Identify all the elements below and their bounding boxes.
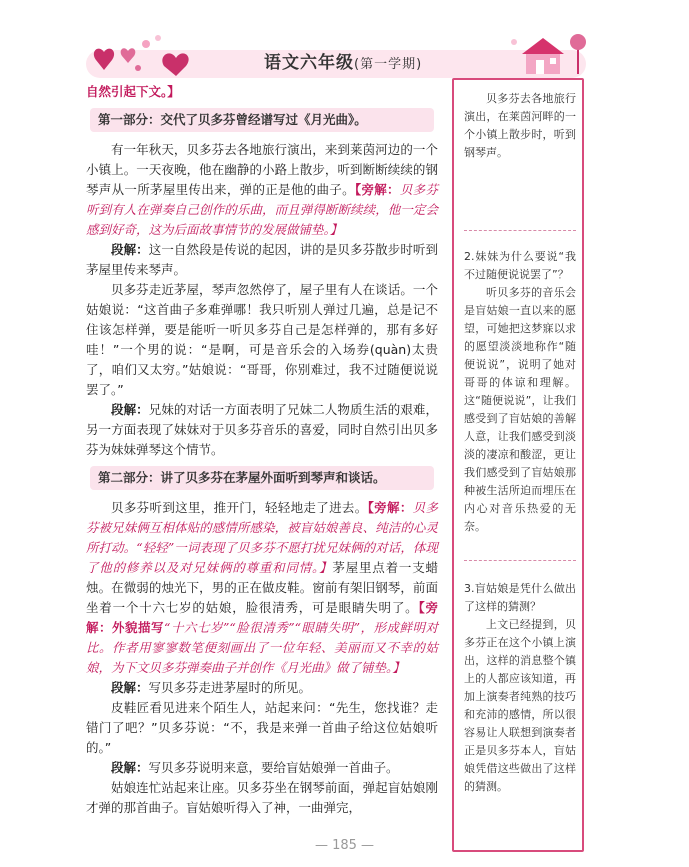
paragraph-3: [86, 498, 438, 678]
paragraph-5: 姑娘连忙站起来让座。贝多芬坐在钢琴前面，弹起盲姑娘刚才弹的那首曲子。盲姑娘听得入了神，一曲弹完，: [86, 780, 438, 815]
page-number: — 185 —: [314, 838, 375, 853]
summary-label: 段解：: [111, 760, 149, 775]
section-heading-1: 第一部分：交代了贝多芬曾经谱写过《月光曲》。: [90, 108, 434, 132]
sidebar-question-2-text: 2.妹妹为什么要说“我不过随便说说罢了”？: [464, 250, 576, 281]
paragraph-3-text-b: 茅屋里点着一支蜡烛。在微弱的烛光下，男的正在做皮鞋。窗前有架旧钢琴，前面坐着一个十六七岁的姑娘，脸很清秀，可是眼睛失明了。: [86, 560, 438, 615]
paragraph-3-note-b-label: 【旁解：外貌描写: [86, 600, 438, 635]
paragraph-3-note-a: 贝多芬被兄妹俩互相体贴的感情所感染，被盲姑娘善良、纯洁的心灵所打动。“轻轻”一词表现了贝多芬不愿打扰兄妹俩的对话，体现了他的修养以及对兄妹俩的尊重和同情。】: [86, 500, 438, 575]
section-heading-2: 第二部分：讲了贝多芬在茅屋外面听到琴声和谈话。: [90, 466, 434, 490]
summary-text: 写贝多芬走进茅屋时的所见。: [148, 680, 312, 695]
sidebar-answer-1-text: 贝多芬去各地旅行演出，在莱茵河畔的一个小镇上散步时，听到钢琴声。: [464, 92, 576, 159]
summary-label: 段解：: [111, 680, 149, 695]
paragraph-1-note-label: 【旁解：: [354, 182, 400, 197]
sidebar-divider: [464, 560, 576, 561]
sidebar-answer-2-text: 听贝多芬的音乐会是盲姑娘一直以来的愿望，可她把这梦寐以求的愿望淡淡地称作“随便说说”，说明了她对哥哥的体谅和理解。这“随便说说”，让我们感受到了盲姑娘的善解人意，让我们感受到淡淡的凄凉和酸涩，更让我们感受到了盲姑娘那种被生活所迫而埋压在内心对音乐热爱的无奈。: [464, 286, 576, 533]
paragraph-3-note-a-label: 【旁解：: [367, 500, 413, 515]
summary-text: 写贝多芬说明来意，要给盲姑娘弹一首曲子。: [148, 760, 399, 775]
summary-label: 段解：: [111, 402, 149, 417]
summary-text: 这一自然段是传说的起因，讲的是贝多芬散步时听到茅屋里传来琴声。: [86, 242, 438, 277]
sidebar-notes: [452, 78, 584, 852]
paragraph-3-note-b: “十六七岁”“脸很清秀”“眼睛失明”，形成鲜明对比。作者用寥寥数笔便刻画出了一位年轻、美丽而又不幸的姑娘，为下文贝多芬弹奏曲子并创作《月光曲》做了铺垫。】: [86, 620, 438, 675]
main-column: [86, 82, 438, 818]
sidebar-question-2: [464, 248, 576, 536]
page-header-title: 语文六年级(第一学期): [264, 53, 423, 73]
paragraph-1-summary: [86, 240, 438, 280]
intro-note: 自然引起下文。】: [86, 84, 180, 99]
house-tree-decoration-icon: [506, 30, 596, 78]
header-banner: [86, 30, 586, 78]
heart-flower-decoration-icon: [86, 30, 206, 78]
sidebar-answer-1: [464, 90, 576, 162]
sidebar-question-3: [464, 580, 576, 796]
paragraph-4-summary: [86, 758, 438, 778]
paragraph-4: 皮鞋匠看见进来个陌生人，站起来问：“先生，您找谁？走错门了吧？”贝多芬说：“不，我是来弹一首曲子给这位姑娘听的。”: [86, 700, 438, 755]
paragraph-3-text-a: 贝多芬听到这里，推开门，轻轻地走了进去。: [111, 500, 368, 515]
summary-label: 段解：: [111, 242, 149, 257]
paragraph-1-note: 贝多芬听到有人在弹奏自己创作的乐曲，而且弹得断断续续，他一定会感到好奇，这为后面故事情节的发展做铺垫。】: [86, 182, 438, 237]
sidebar-divider: [464, 230, 576, 231]
paragraph-3-summary: [86, 678, 438, 698]
summary-text: 兄妹的对话一方面表明了兄妹二人物质生活的艰难，另一方面表现了妹妹对于贝多芬音乐的喜爱，同时自然引出贝多芬为妹妹弹琴这个情节。: [86, 402, 438, 457]
paragraph-2: 贝多芬走近茅屋，琴声忽然停了，屋子里有人在谈话。一个姑娘说：“这首曲子多难弹哪！我只听别人弹过几遍，总是记不住该怎样弹，要是能听一听贝多芬自己是怎样弹的，那有多好哇！”一个男的说：“是啊，可是音乐会的入场券(quàn)太贵了，咱们又太穷。”姑娘说：“哥哥，你别难过，我不过随便说说罢了。”: [86, 282, 438, 397]
paragraph-1-text: 有一年秋天，贝多芬去各地旅行演出，来到莱茵河边的一个小镇上。一天夜晚，他在幽静的小路上散步，听到断断续续的钢琴声从一所茅屋里传出来，弹的正是他的曲子。: [86, 142, 438, 197]
sidebar-answer-3-text: 上文已经提到，贝多芬正在这个小镇上演出，这样的消息整个镇上的人都应该知道，再加上演奏者纯熟的技巧和充沛的感情，所以很容易让人联想到演奏者正是贝多芬本人，盲姑娘凭借这些做出了这样的猜测。: [464, 618, 576, 793]
sidebar-question-3-text: 3.盲姑娘是凭什么做出了这样的猜测？: [464, 582, 576, 613]
paragraph-2-summary: [86, 400, 438, 460]
paragraph-1: [86, 140, 438, 240]
